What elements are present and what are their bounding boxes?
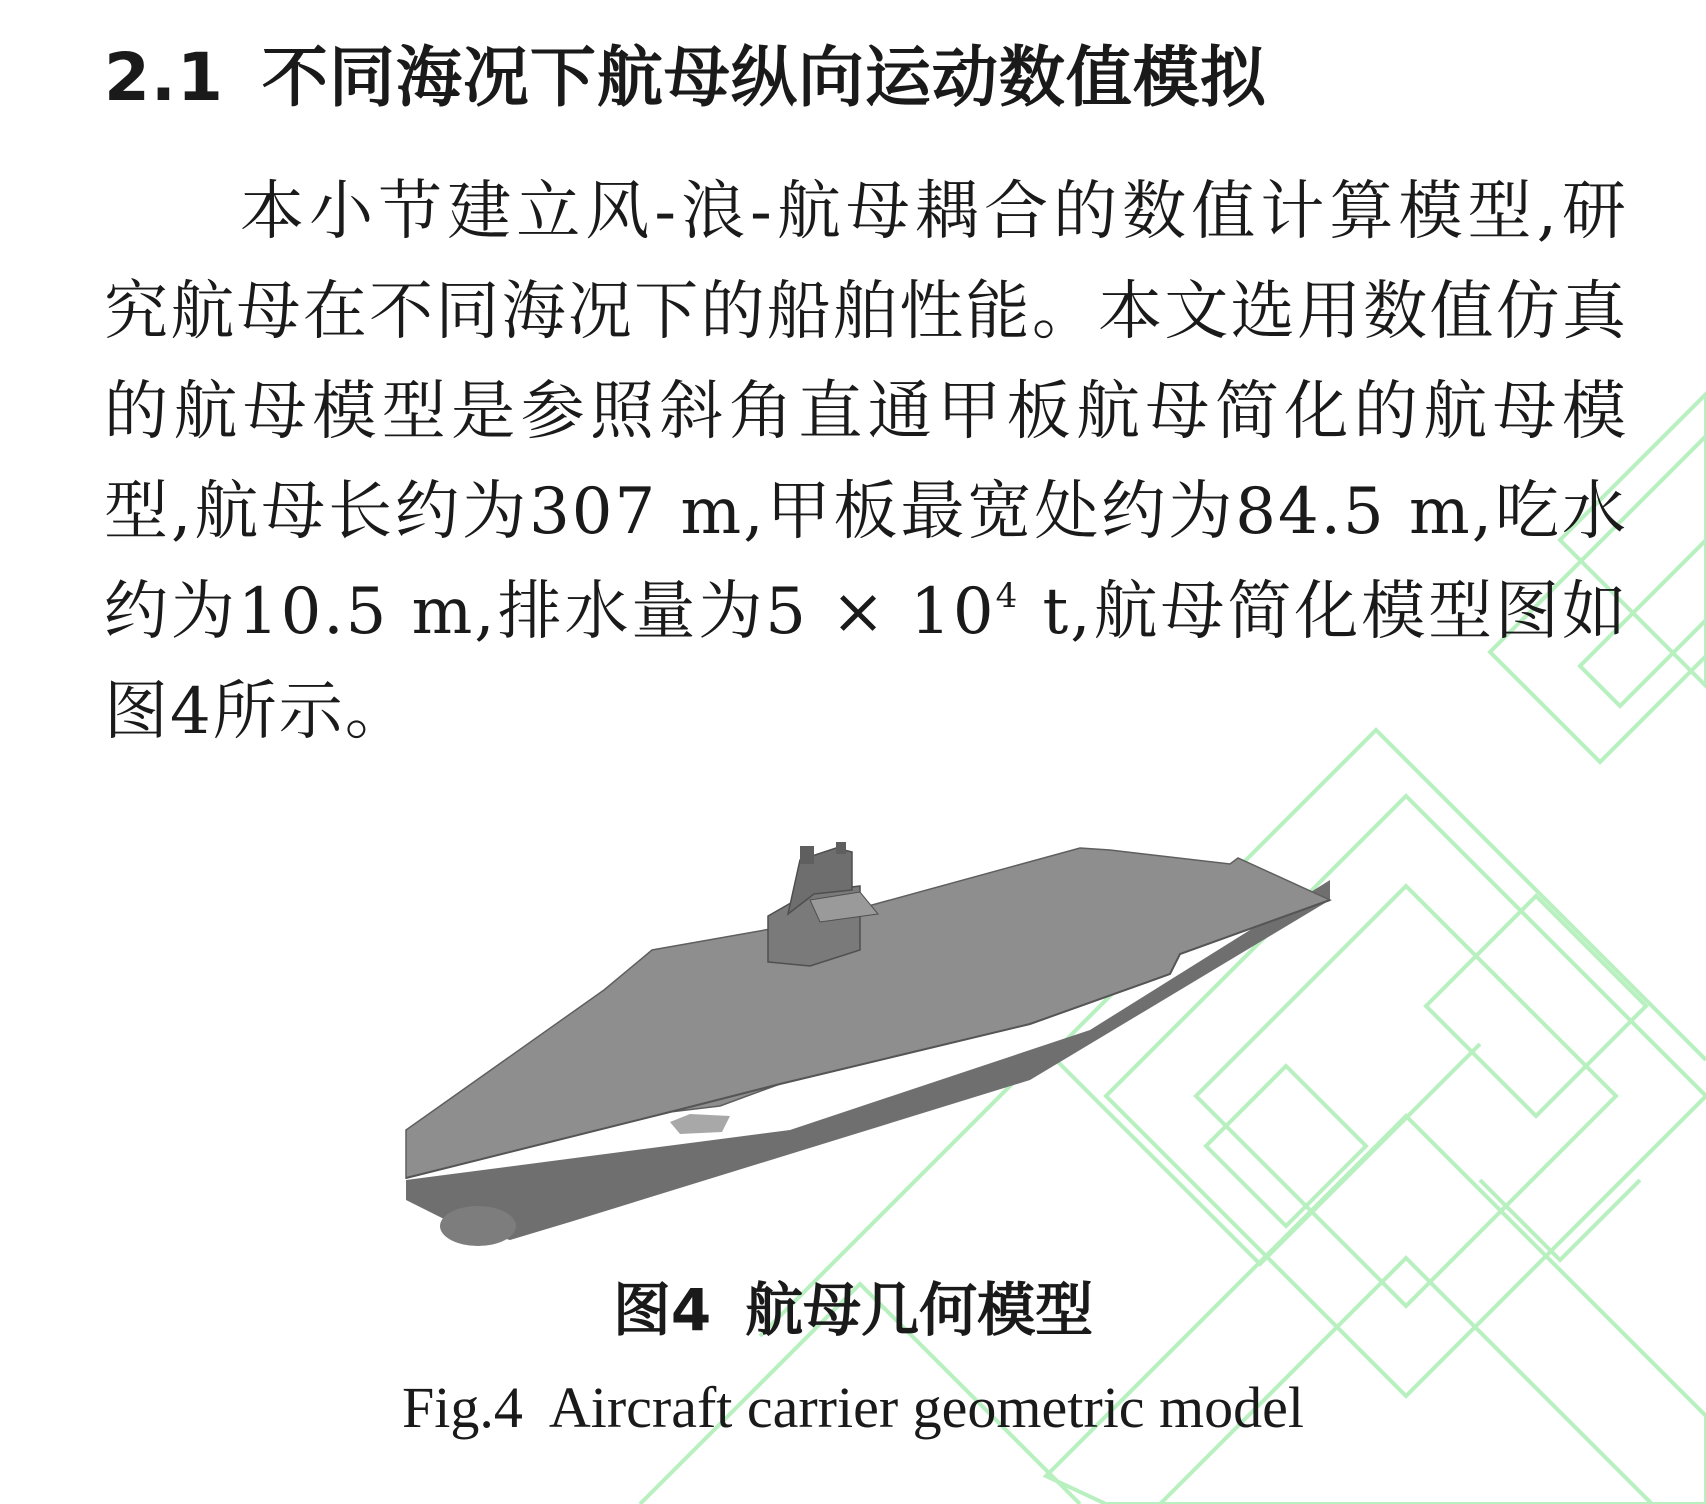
paragraph-text: 本小节建立风-浪-航母耦合的数值计算模型,研究航母在不同海况下的船舶性能。本文选用数值仿真的航母模型是参照斜角直通甲板航母简化的航母模型,航母长约为307 m,甲板最宽处约为84.5 m,吃水约为10.5 m,排水量为5 × 10 bbox=[104, 175, 1628, 649]
paragraph-text-end: t,航母简化模型图如图4所示。 bbox=[104, 575, 1629, 749]
figure-caption-en bbox=[0, 1368, 1706, 1448]
body-paragraph bbox=[104, 162, 1628, 762]
figure-title-cn: 航母几何模型 bbox=[745, 1276, 1094, 1344]
carrier-elevator bbox=[670, 1114, 730, 1134]
figure-label-en: Fig.4 bbox=[401, 1375, 523, 1440]
figure-caption-cn bbox=[0, 1270, 1706, 1350]
carrier-model-figure bbox=[390, 830, 1350, 1270]
section-title: 不同海况下航母纵向运动数值模拟 bbox=[261, 39, 1267, 116]
section-heading bbox=[104, 38, 1267, 118]
figure-label-cn: 图4 bbox=[612, 1276, 712, 1344]
carrier-bulbous-bow bbox=[440, 1206, 516, 1246]
figure-title-en: Aircraft carrier geometric model bbox=[548, 1375, 1305, 1440]
displacement-exponent: 4 bbox=[995, 576, 1020, 616]
section-number: 2.1 bbox=[104, 39, 224, 116]
